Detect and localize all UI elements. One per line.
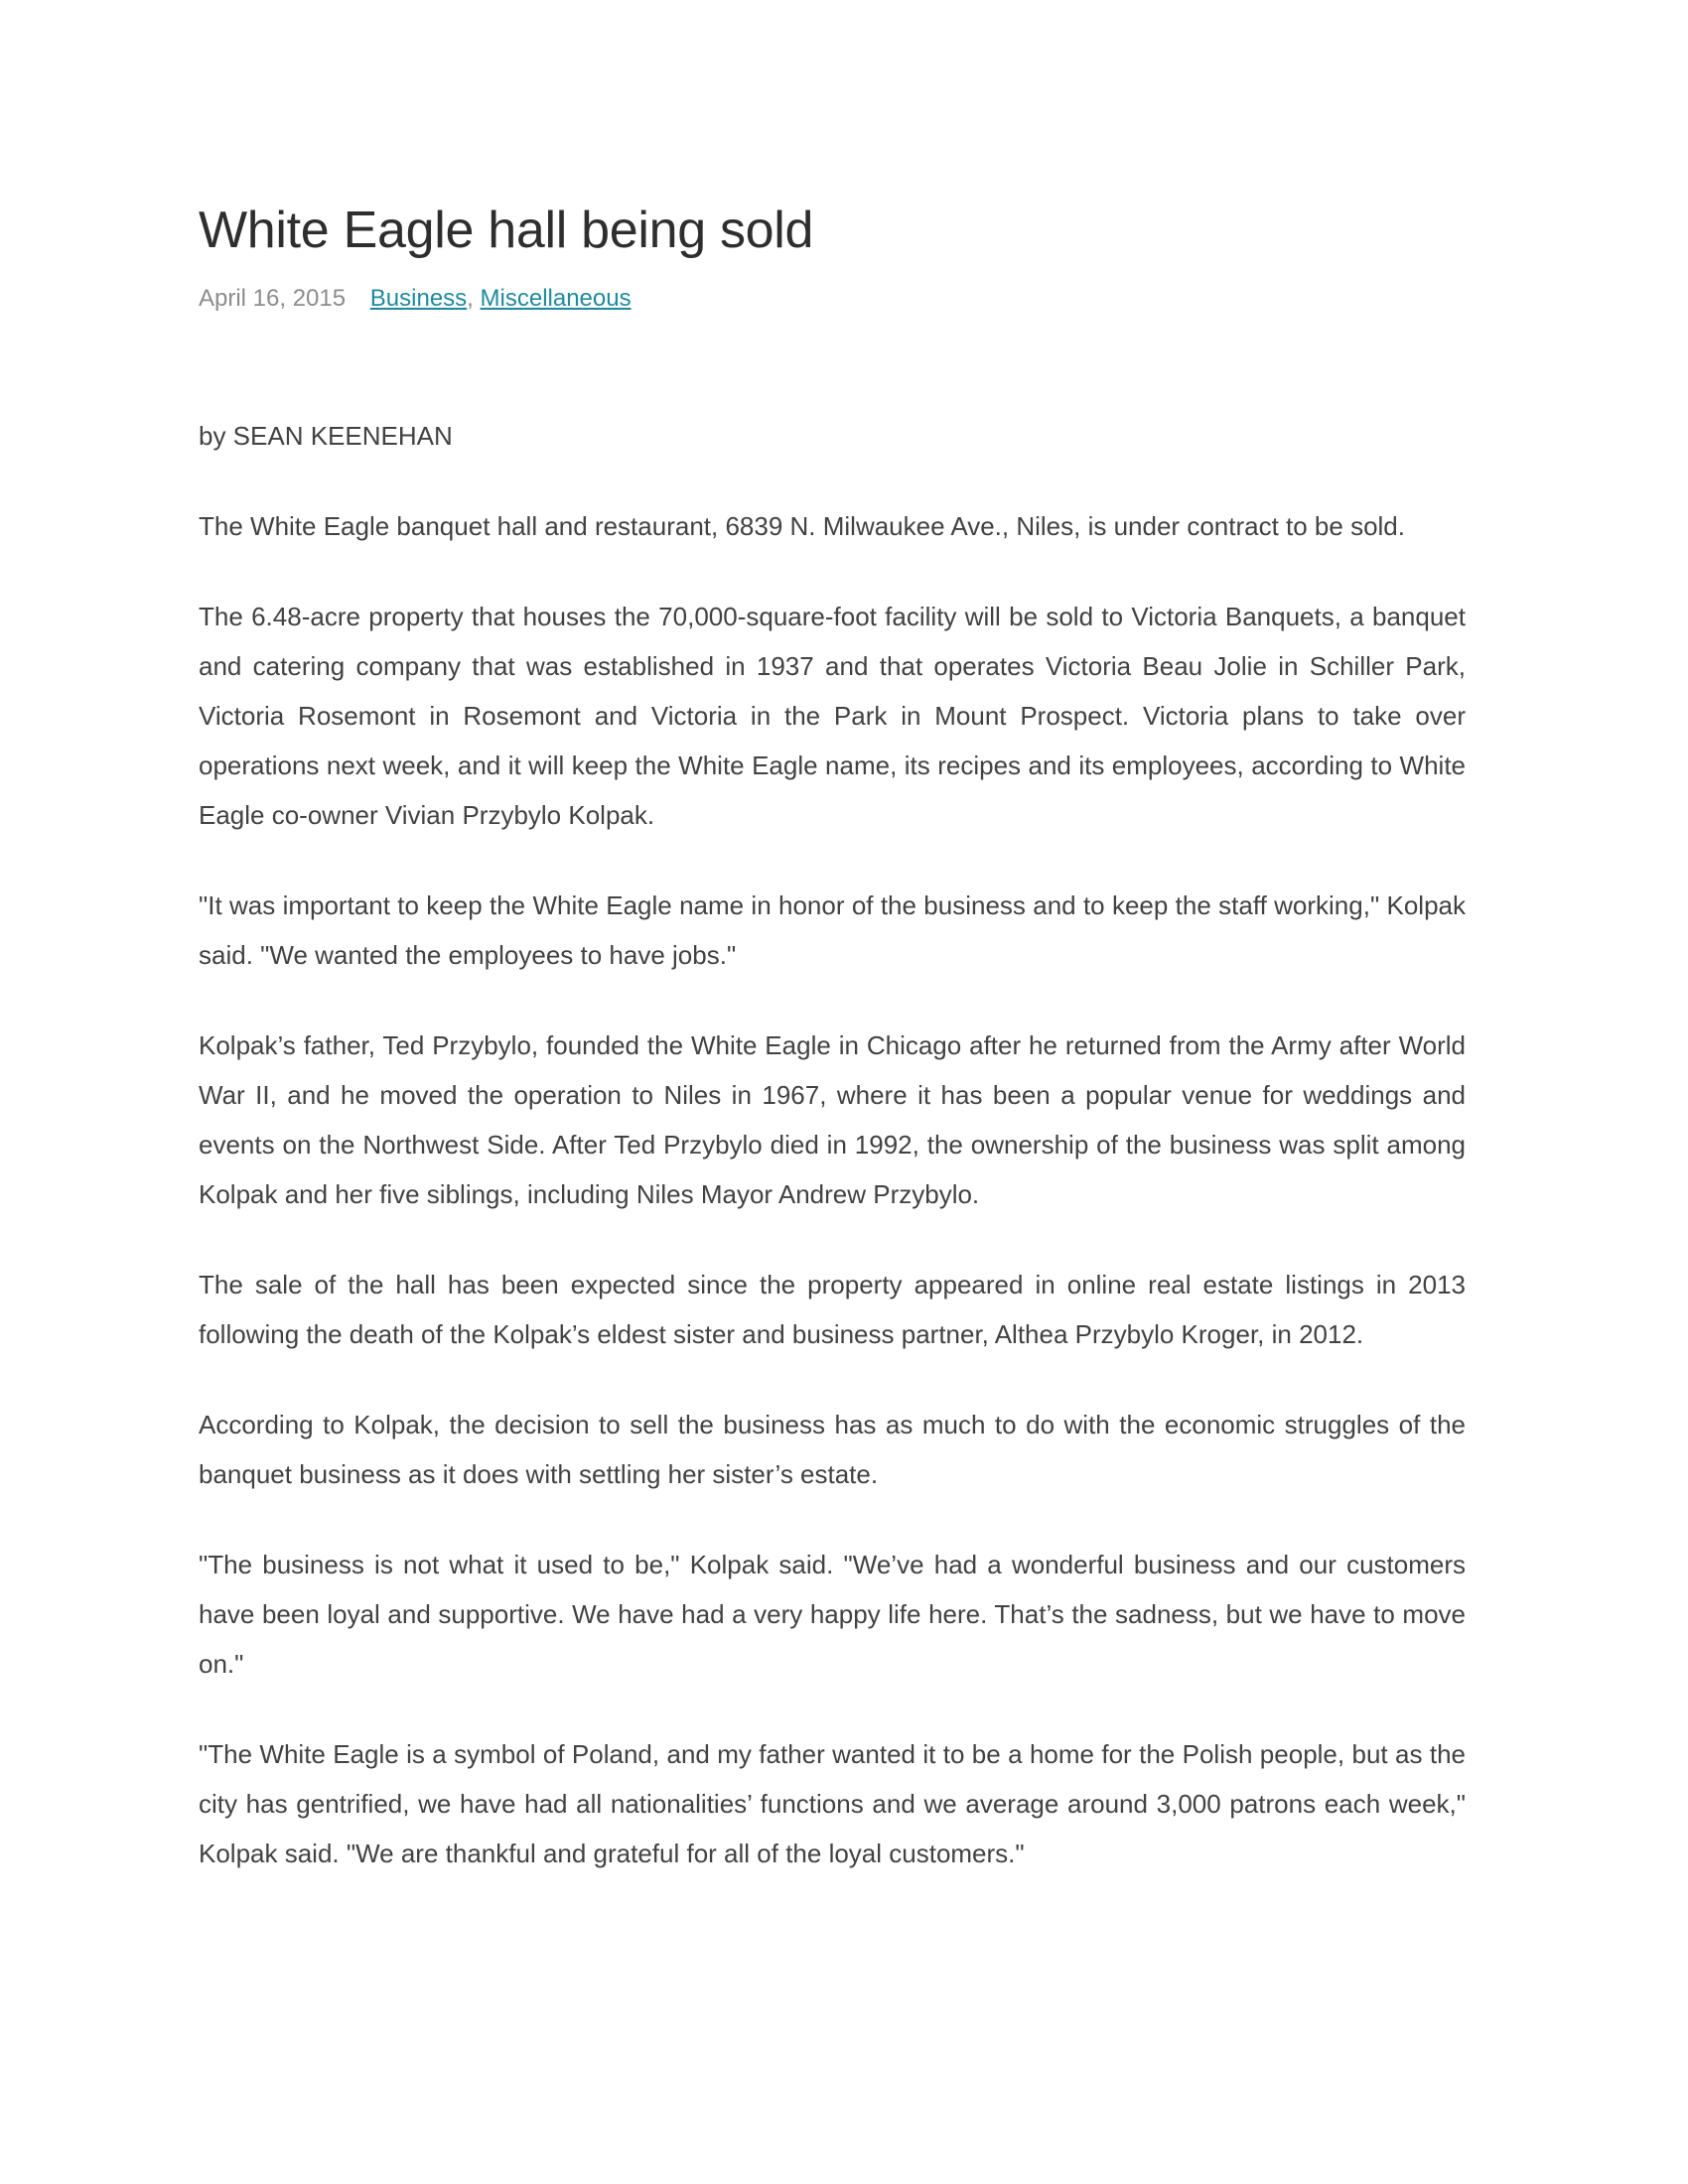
article-paragraph: According to Kolpak, the decision to sell the business has as much to do with the economic struggles of the banquet business as it does with settling her sister’s estate. — [199, 1410, 1466, 1489]
category-link-business[interactable]: Business — [369, 285, 468, 312]
article-paragraph: "The business is not what it used to be," Kolpak said. "We’ve had a wonderful business and our customers have been loyal and supportive. We have had a very happy life here. That’s the sadness, but we have to move on." — [199, 1550, 1466, 1679]
article-paragraph: The sale of the hall has been expected since the property appeared in online real estate listings in 2013 following the death of the Kolpak’s eldest sister and business partner, Althea Przybylo Kroger, in 2012. — [199, 1270, 1466, 1349]
article — [199, 195, 1466, 1904]
category-link-miscellaneous[interactable]: Miscellaneous — [480, 285, 632, 312]
article-paragraph: "It was important to keep the White Eagle name in honor of the business and to keep the staff working," Kolpak said. "We wanted the employees to have jobs." — [199, 890, 1466, 970]
publish-date: April 16, 2015 — [199, 285, 347, 312]
article-title: White Eagle hall being sold — [199, 202, 814, 259]
article-paragraph: The 6.48-acre property that houses the 70,000-square-foot facility will be sold to Victoria Banquets, a banquet and catering company that was established in 1937 and that operates Victoria Beau Jolie in Schiller Park, Victoria Rosemont in Rosemont and Victoria in the Park in Mount Prospect. Victoria plans to take over operations next week, and it will keep the White Eagle name, its recipes and its employees, according to White Eagle co-owner Vivian Przybylo Kolpak. — [199, 602, 1466, 830]
article-paragraph: Kolpak’s father, Ted Przybylo, founded the White Eagle in Chicago after he returned from the Army after World War II, and he moved the operation to Niles in 1967, where it has been a popular venue for weddings and events on the Northwest Side. After Ted Przybylo died in 1992, the ownership of the business was split among Kolpak and her five siblings, including Niles Mayor Andrew Przybylo. — [199, 1030, 1466, 1209]
article-paragraph: "The White Eagle is a symbol of Poland, and my father wanted it to be a home for the Polish people, but as the city has gentrified, we have had all nationalities’ functions and we average around 3,000 patrons each week," Kolpak said. "We are thankful and grateful for all of the loyal customers." — [199, 1739, 1466, 1868]
article-paragraph: The White Eagle banquet hall and restaurant, 6839 N. Milwaukee Ave., Niles, is under contract to be sold. — [199, 511, 1405, 541]
category-separator: , — [467, 285, 474, 312]
article-meta — [199, 282, 1466, 316]
byline: by SEAN KEENEHAN — [199, 421, 453, 451]
